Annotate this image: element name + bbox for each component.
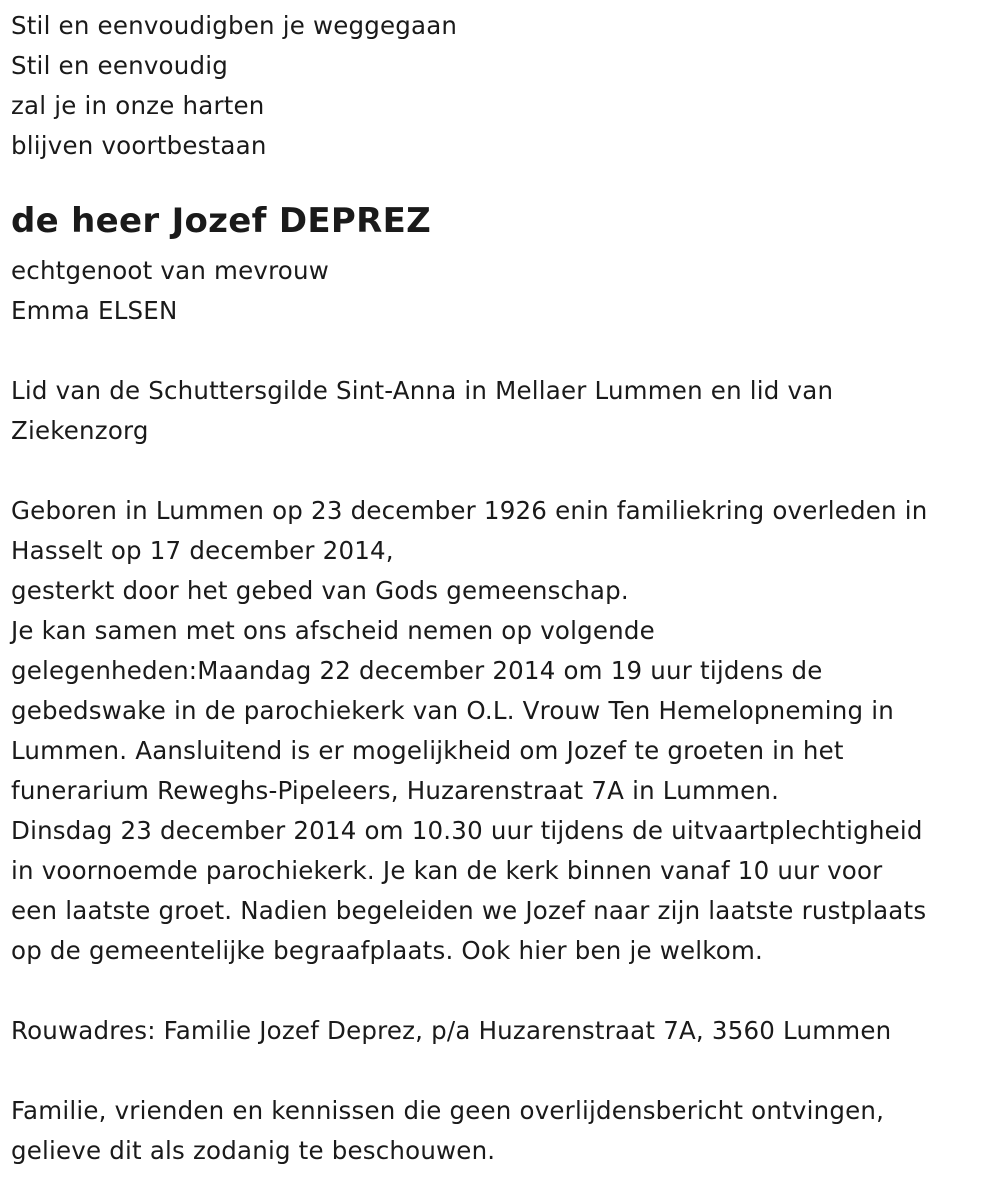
poem-line: zal je in onze harten: [11, 91, 265, 120]
notice-line: Familie, vrienden en kennissen die geen overlijdensbericht ontvingen,: [11, 1096, 885, 1125]
details-line: gesterkt door het gebed van Gods gemeenschap.: [11, 576, 629, 605]
details-line: gebedswake in de parochiekerk van O.L. Vrouw Ten Hemelopneming in: [11, 696, 894, 725]
details-line: Geboren in Lummen op 23 december 1926 enin familiekring overleden in: [11, 496, 928, 525]
details-line: Je kan samen met ons afscheid nemen op volgende: [11, 616, 655, 645]
details-line: funerarium Reweghs-Pipeleers, Huzarenstraat 7A in Lummen.: [11, 776, 780, 805]
obituary-document: [11, 6, 996, 1171]
spouse-line: Emma ELSEN: [11, 296, 178, 325]
notice: [11, 1091, 996, 1171]
deceased-name: de heer Jozef DEPREZ: [11, 201, 432, 241]
poem-line: Stil en eenvoudig: [11, 51, 228, 80]
details-line: een laatste groet. Nadien begeleiden we Jozef naar zijn laatste rustplaats: [11, 896, 927, 925]
poem-line: Stil en eenvoudigben je weggegaan: [11, 11, 458, 40]
membership-info: [11, 371, 996, 451]
poem: [11, 6, 996, 166]
details-line: op de gemeentelijke begraafplaats. Ook hier ben je welkom.: [11, 936, 764, 965]
notice-line: gelieve dit als zodanig te beschouwen.: [11, 1136, 496, 1165]
spouse-line: echtgenoot van mevrouw: [11, 256, 329, 285]
poem-line: blijven voortbestaan: [11, 131, 267, 160]
details-line: Hasselt op 17 december 2014,: [11, 536, 394, 565]
details-line: gelegenheden:Maandag 22 december 2014 om 19 uur tijdens de: [11, 656, 823, 685]
details-line: in voornoemde parochiekerk. Je kan de kerk binnen vanaf 10 uur voor: [11, 856, 883, 885]
membership-line: Ziekenzorg: [11, 416, 149, 445]
details-line: Dinsdag 23 december 2014 om 10.30 uur tijdens de uitvaartplechtigheid: [11, 816, 923, 845]
details-line: Lummen. Aansluitend is er mogelijkheid om Jozef te groeten in het: [11, 736, 844, 765]
funeral-details: [11, 491, 996, 971]
spouse-info: [11, 251, 996, 331]
mourning-address: Rouwadres: Familie Jozef Deprez, p/a Huzarenstraat 7A, 3560 Lummen: [11, 1016, 892, 1045]
membership-line: Lid van de Schuttersgilde Sint-Anna in Mellaer Lummen en lid van: [11, 376, 834, 405]
